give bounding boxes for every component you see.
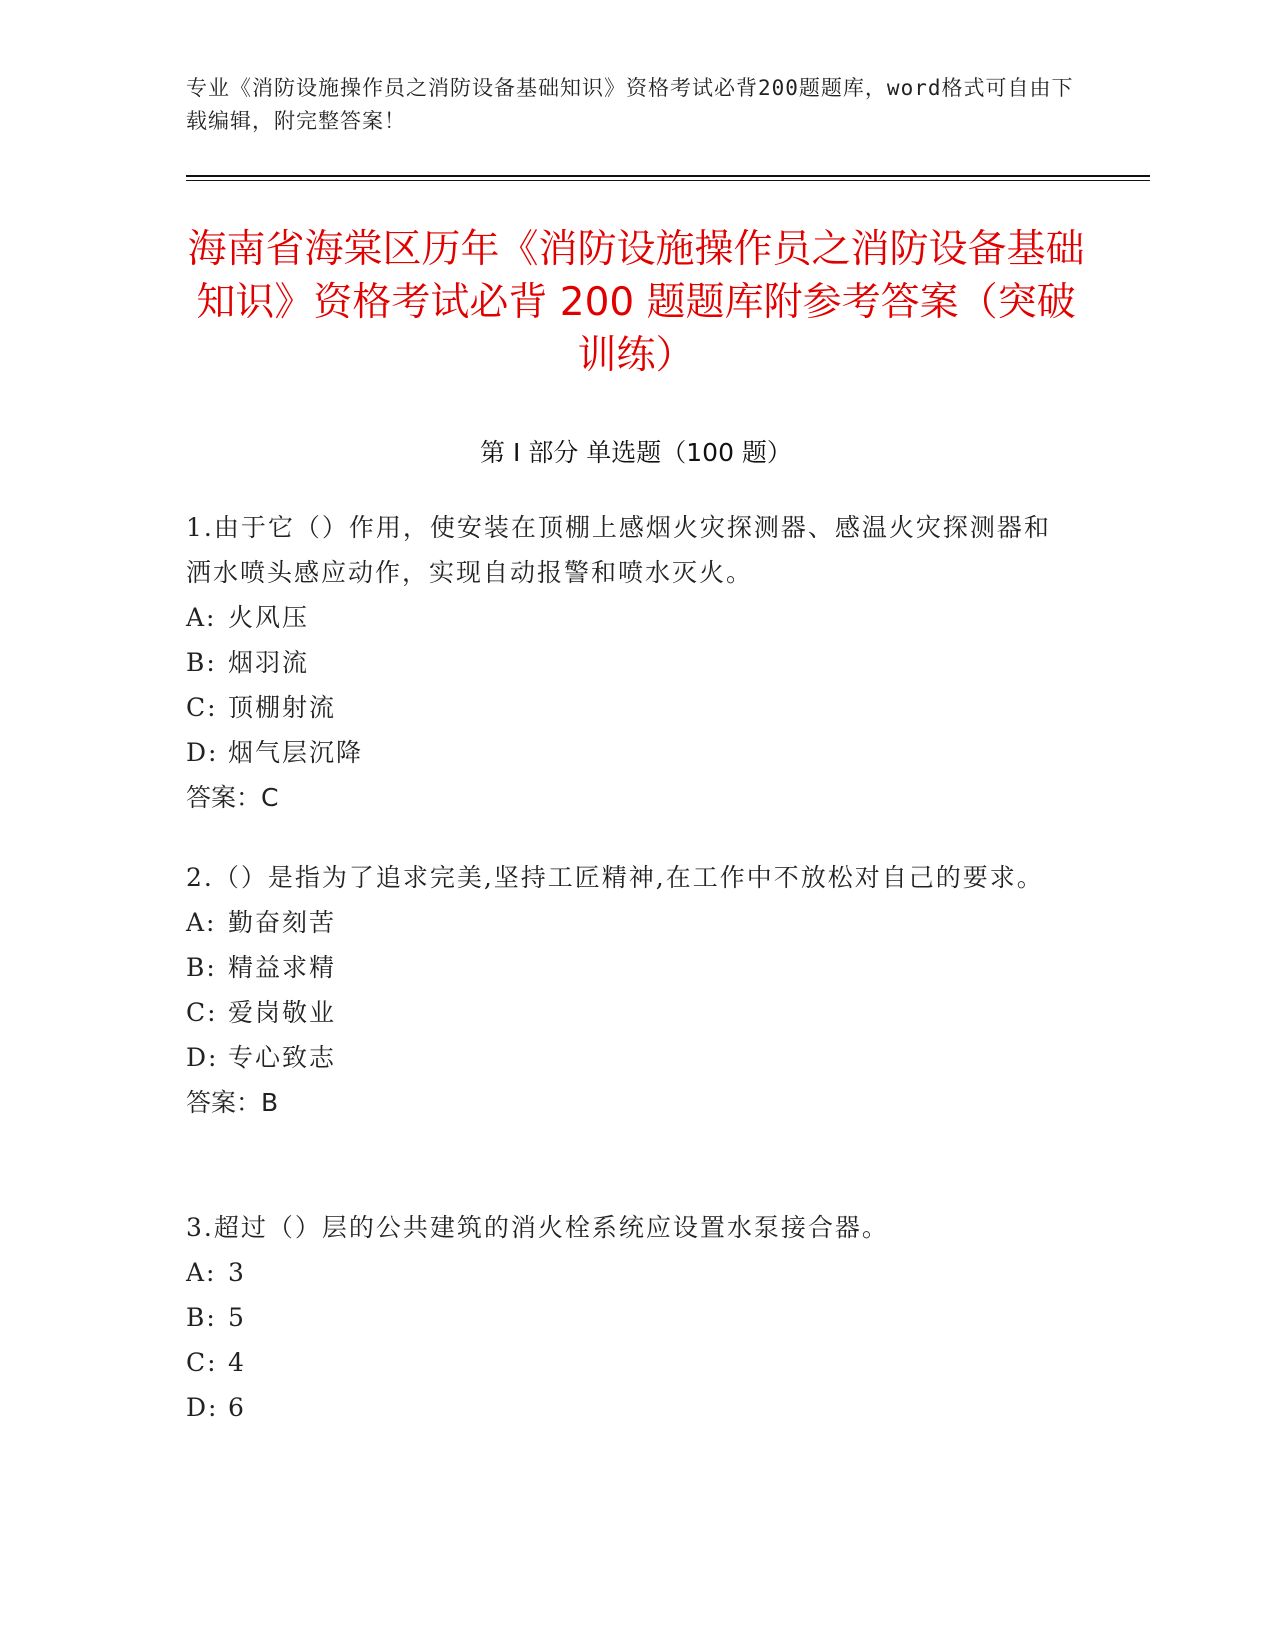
option-text: 专心致志 <box>228 1043 337 1072</box>
option-d <box>186 1035 1066 1080</box>
option-text: 火风压 <box>228 603 310 632</box>
question-stem: 1.由于它（）作用，使安装在顶棚上感烟火灾探测器、感温火灾探测器和洒水喷头感应动作，实现自动报警和喷水灭火。 <box>186 513 1051 587</box>
question-stem: 3.超过（）层的公共建筑的消火栓系统应设置水泵接合器。 <box>186 1213 889 1242</box>
option-b <box>186 640 1066 685</box>
option-d <box>186 1385 1066 1430</box>
option-text: 6 <box>228 1393 246 1422</box>
option-key: D: <box>186 1043 219 1072</box>
document-title: 海南省海棠区历年《消防设施操作员之消防设备基础知识》资格考试必背 200 题题库附参考答案（突破训练） <box>187 227 1085 378</box>
header-rule-thin <box>186 180 1150 181</box>
header-note: 专业《消防设施操作员之消防设备基础知识》资格考试必背200题题库，word格式可自由下载编辑，附完整答案！ <box>186 76 1074 133</box>
option-c <box>186 990 1066 1035</box>
header-rule-thick <box>186 175 1150 177</box>
answer: 答案：B <box>186 1088 279 1117</box>
option-text: 勤奋刻苦 <box>228 908 337 937</box>
option-key: C: <box>186 1348 218 1377</box>
option-c <box>186 1340 1066 1385</box>
option-b <box>186 945 1066 990</box>
answer: 答案：C <box>186 783 279 812</box>
option-key: A: <box>186 603 217 632</box>
section-heading: 第 I 部分 单选题（100 题） <box>480 438 792 467</box>
option-a <box>186 1250 1066 1295</box>
option-key: D: <box>186 738 219 767</box>
option-key: A: <box>186 1258 217 1287</box>
option-key: A: <box>186 908 217 937</box>
question-2 <box>186 855 1066 1125</box>
option-text: 顶棚射流 <box>228 693 337 722</box>
question-1 <box>186 505 1066 820</box>
option-b <box>186 1295 1066 1340</box>
option-key: B: <box>186 953 217 982</box>
option-c <box>186 685 1066 730</box>
option-text: 爱岗敬业 <box>228 998 337 1027</box>
option-key: B: <box>186 648 217 677</box>
option-key: C: <box>186 693 218 722</box>
option-d <box>186 730 1066 775</box>
option-a <box>186 900 1066 945</box>
option-text: 4 <box>228 1348 246 1377</box>
question-3 <box>186 1205 1066 1430</box>
option-key: C: <box>186 998 218 1027</box>
option-text: 烟气层沉降 <box>228 738 364 767</box>
option-text: 5 <box>228 1303 246 1332</box>
option-key: B: <box>186 1303 217 1332</box>
option-key: D: <box>186 1393 219 1422</box>
option-a <box>186 595 1066 640</box>
option-text: 3 <box>228 1258 246 1287</box>
option-text: 烟羽流 <box>228 648 310 677</box>
question-stem: 2.（）是指为了追求完美,坚持工匠精神,在工作中不放松对自己的要求。 <box>186 863 1044 892</box>
option-text: 精益求精 <box>228 953 337 982</box>
